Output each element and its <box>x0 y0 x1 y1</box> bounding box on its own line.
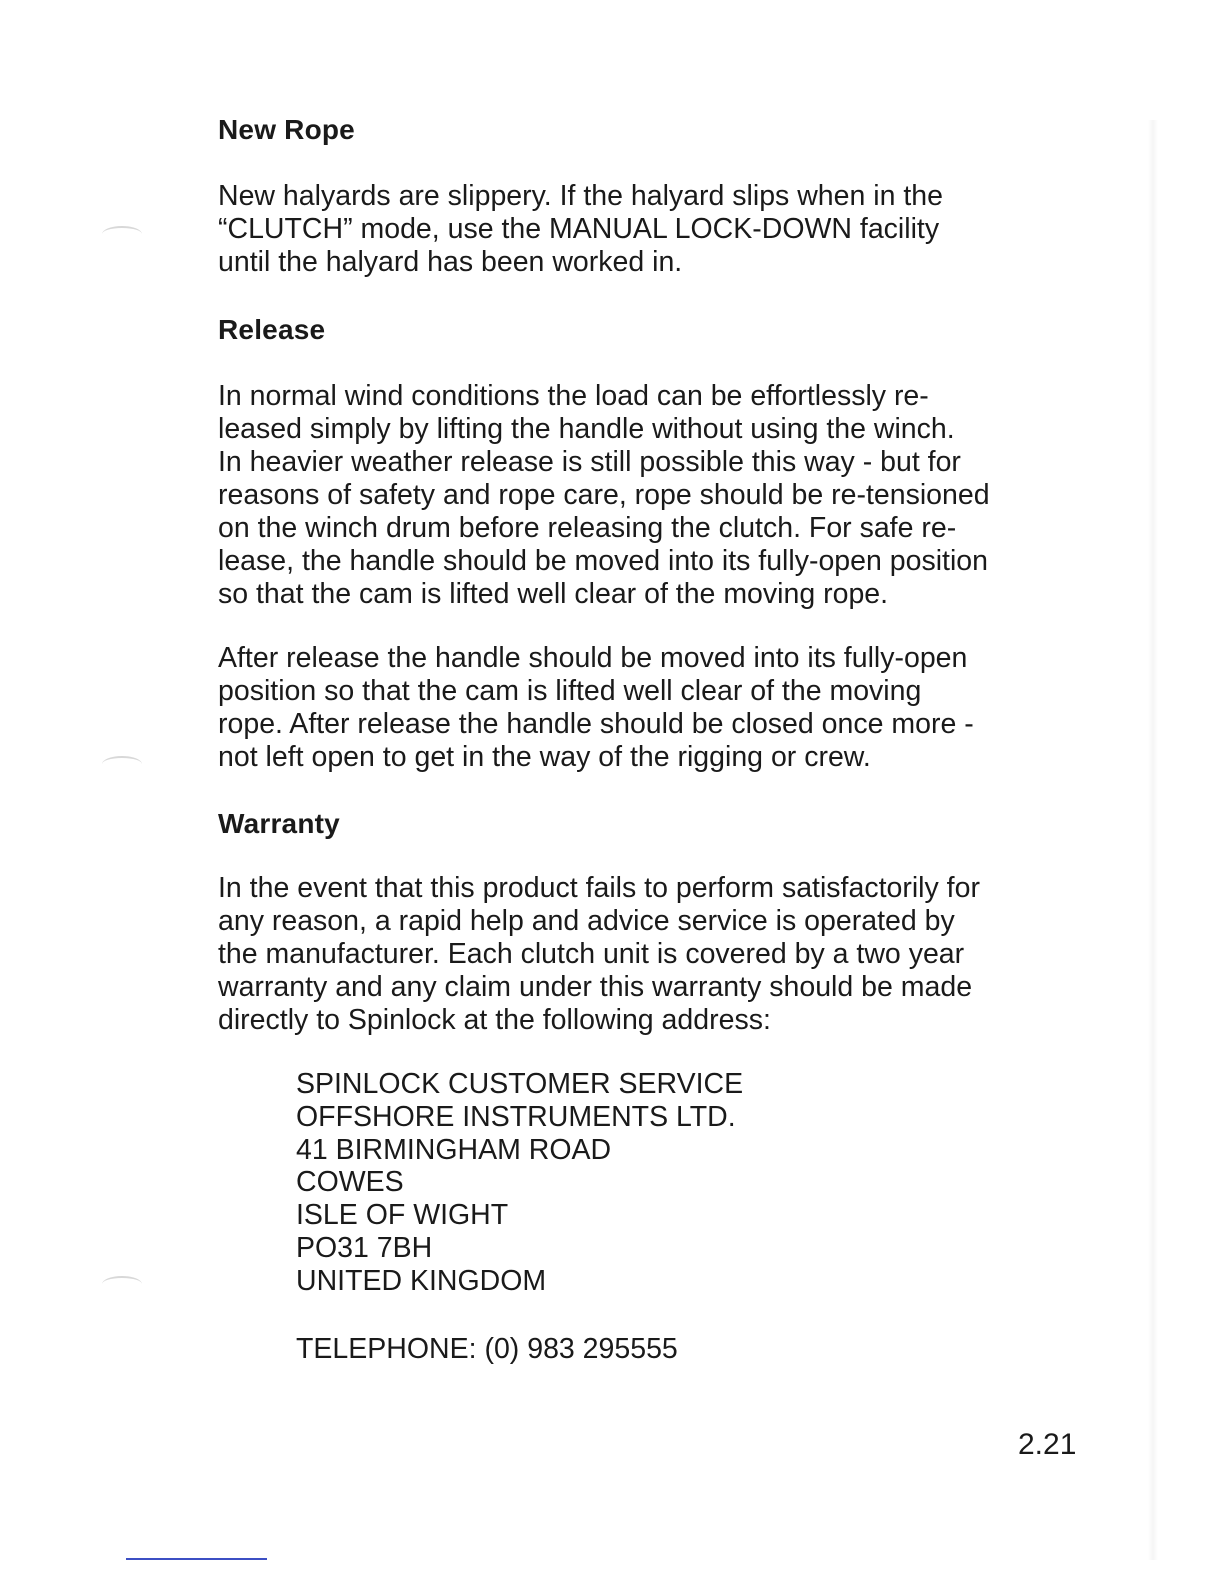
paragraph-line: warranty and any claim under this warranty should be made <box>218 971 973 1003</box>
address-block <box>296 1068 743 1298</box>
paragraph-line: directly to Spinlock at the following address: <box>218 1004 771 1036</box>
page-edge-shadow <box>1148 120 1158 1560</box>
paragraph-line: on the winch drum before releasing the clutch. For safe re- <box>218 512 957 544</box>
paragraph-line: After release the handle should be moved into its fully-open <box>218 642 968 674</box>
address-line: 41 BIRMINGHAM ROAD <box>296 1133 612 1166</box>
address-line: UNITED KINGDOM <box>296 1264 547 1297</box>
paragraph-line: reasons of safety and rope care, rope should be re-tensioned <box>218 479 990 511</box>
section-heading-release: Release <box>218 314 326 345</box>
paragraph-line: the manufacturer. Each clutch unit is covered by a two year <box>218 938 965 970</box>
section-heading-warranty: Warranty <box>218 808 340 839</box>
address-line: COWES <box>296 1166 404 1199</box>
address-line: SPINLOCK CUSTOMER SERVICE <box>296 1068 744 1100</box>
punch-hole-mark <box>102 1276 142 1292</box>
punch-hole-mark <box>102 226 142 242</box>
release-paragraph-2 <box>218 642 1098 774</box>
paragraph-line: so that the cam is lifted well clear of the moving rope. <box>218 578 889 610</box>
paragraph-line: until the halyard has been worked in. <box>218 246 683 278</box>
warranty-paragraph <box>218 872 1098 1037</box>
new-rope-paragraph <box>218 180 1098 279</box>
address-line: PO31 7BH <box>296 1231 433 1264</box>
paragraph-line: not left open to get in the way of the rigging or crew. <box>218 741 871 773</box>
paragraph-line: New halyards are slippery. If the halyard slips when in the <box>218 180 943 212</box>
paragraph-line: position so that the cam is lifted well clear of the moving <box>218 675 922 707</box>
paragraph-line: In normal wind conditions the load can be effortlessly re- <box>218 380 929 412</box>
paragraph-line: any reason, a rapid help and advice service is operated by <box>218 905 955 937</box>
address-line: ISLE OF WIGHT <box>296 1199 509 1232</box>
release-paragraph-1 <box>218 380 1098 611</box>
scan-artifact-line <box>126 1558 267 1560</box>
paragraph-line: leased simply by lifting the handle without using the winch. <box>218 413 955 445</box>
paragraph-line: “CLUTCH” mode, use the MANUAL LOCK-DOWN facility <box>218 213 940 245</box>
paragraph-line: rope. After release the handle should be closed once more - <box>218 708 974 740</box>
paragraph-line: lease, the handle should be moved into its fully-open position <box>218 545 989 577</box>
page-number: 2.21 <box>1018 1428 1077 1461</box>
address-line: OFFSHORE INSTRUMENTS LTD. <box>296 1100 736 1133</box>
section-heading-new-rope: New Rope <box>218 114 355 145</box>
paragraph-line: In heavier weather release is still possible this way - but for <box>218 446 961 478</box>
paragraph-line: In the event that this product fails to perform satisfactorily for <box>218 872 980 904</box>
punch-hole-mark <box>102 756 142 772</box>
telephone-number: TELEPHONE: (0) 983 295555 <box>296 1333 678 1365</box>
